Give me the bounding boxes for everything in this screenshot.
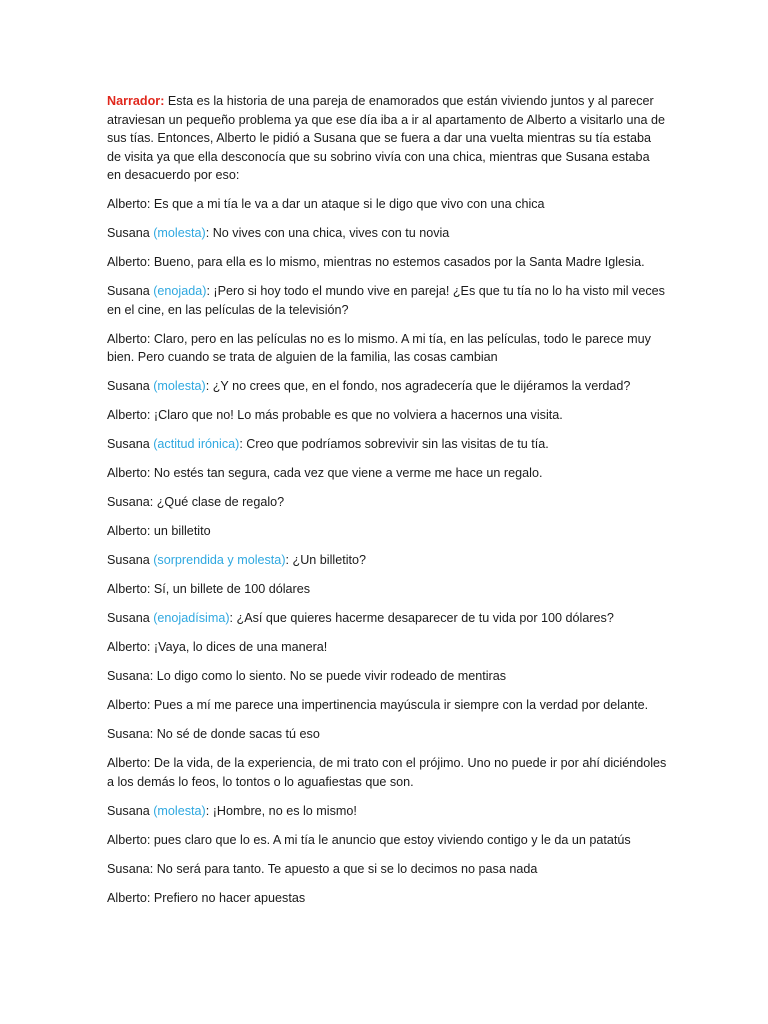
stage-direction: (sorprendida y molesta) [153,553,286,567]
dialogue-line [107,609,667,628]
dialogue-text: : un billetito [146,524,211,538]
dialogue-line [107,406,667,425]
dialogue-text: : Creo que podríamos sobrevivir sin las visitas de tu tía. [239,437,549,451]
speaker-label: Susana [107,284,154,298]
stage-direction: (enojadísima) [153,611,230,625]
dialogue-text: : ¡Hombre, no es lo mismo! [205,803,357,818]
speaker-label: Susana [107,611,154,625]
dialogue-text: : ¿Y no crees que, en el fondo, nos agradecería que le dijéramos la verdad? [205,379,631,393]
speaker-label: Susana [107,803,154,818]
dialogue-line [107,493,667,512]
dialogue-line [107,831,667,850]
dialogue-line [107,860,667,879]
document-page [107,92,667,918]
speaker-label: Alberto [107,255,147,269]
speaker-label: Alberto [107,408,147,422]
speaker-label: Susana [107,861,150,876]
dialogue-line [107,464,667,483]
dialogue-text: : Sí, un billete de 100 dólares [146,582,311,596]
dialogue-text: : Claro, pero en las películas no es lo mismo. A mi tía, en las películas, todo le parece muy bien. Pero cuando se trata de alguien de la familia, las cosas cambian [107,331,651,364]
dialogue-line [107,522,667,541]
dialogue-text: : ¡Vaya, lo dices de una manera! [146,640,328,654]
dialogue-text: : Es que a mi tía le va a dar un ataque si le digo que vivo con una chica [146,197,545,211]
dialogue-text: : No vives con una chica, vives con tu novia [205,226,450,240]
dialogue-line [107,580,667,599]
speaker-label: Alberto [107,197,147,211]
dialogue-text: : Bueno, para ella es lo mismo, mientras no estemos casados por la Santa Madre Iglesia. [146,255,645,269]
speaker-label: Alberto [107,524,147,538]
speaker-label-narrador: Narrador: [107,94,165,108]
speaker-label: Alberto [107,466,147,480]
dialogue-text: : ¿Así que quieres hacerme desaparecer de tu vida por 100 dólares? [229,611,614,625]
speaker-label: Susana [107,226,154,240]
stage-direction: (enojada) [153,284,207,298]
speaker-label: Susana [107,553,154,567]
dialogue-text: : ¿Qué clase de regalo? [149,495,285,509]
dialogue-line [107,282,667,319]
dialogue-line [107,435,667,454]
speaker-label: Alberto [107,640,147,654]
dialogue-line [107,377,667,396]
stage-direction: (molesta) [153,226,206,240]
dialogue-text: : pues claro que lo es. A mi tía le anuncio que estoy viviendo contigo y le da un patatús [146,832,631,847]
dialogue-line [107,253,667,272]
dialogue-text: : Prefiero no hacer apuestas [146,890,306,905]
dialogue-text: : No será para tanto. Te apuesto a que si se lo decimos no pasa nada [149,861,538,876]
dialogue-line [107,224,667,243]
stage-direction: (actitud irónica) [153,437,240,451]
speaker-label: Susana [107,727,150,741]
dialogue-line [107,802,667,821]
dialogue-text: : De la vida, de la experiencia, de mi trato con el prójimo. Uno no puede ir por ahí diciéndoles a los demás lo feos, lo tontos o lo aguafiestas que son. [107,756,667,789]
speaker-label: Alberto [107,331,147,346]
dialogue-text: : Pues a mí me parece una impertinencia mayúscula ir siempre con la verdad por delante. [146,698,649,712]
speaker-label: Alberto [107,890,147,905]
dialogue-text: : ¡Pero si hoy todo el mundo vive en pareja! ¿Es que tu tía no lo ha visto mil veces en el cine, en las películas de la televisión? [107,284,665,317]
speaker-label: Alberto [107,756,147,770]
dialogue-line [107,889,667,908]
dialogue-line [107,667,667,686]
dialogue-line [107,754,667,791]
dialogue-text: : Lo digo como lo siento. No se puede vivir rodeado de mentiras [149,669,507,683]
speaker-label: Alberto [107,582,147,596]
speaker-label: Alberto [107,698,147,712]
dialogue-text: : ¡Claro que no! Lo más probable es que no volviera a hacernos una visita. [146,408,563,422]
dialogue-line [107,696,667,715]
dialogue-line [107,551,667,570]
speaker-label: Susana [107,379,154,393]
speaker-label: Alberto [107,832,147,847]
stage-direction: (molesta) [153,379,206,393]
dialogue-line [107,725,667,744]
dialogue-text: : No sé de donde sacas tú eso [149,727,320,741]
narrator-paragraph [107,92,667,185]
speaker-label: Susana [107,437,154,451]
dialogue-line [107,195,667,214]
speaker-label: Susana [107,669,150,683]
dialogue-line [107,638,667,657]
stage-direction: (molesta) [153,803,206,818]
dialogue-text: Esta es la historia de una pareja de enamorados que están viviendo juntos y al parecer atraviesan un pequeño problema ya que ese día iba a ir al apartamento de Alberto a visitarlo una de sus tías. Entonces, Alberto le pidió a Susana que se fuera a dar una vuelta mientras su tía estaba de visita ya que ella desconocía que su sobrino vivía con una chica, mientras que Susana estaba en desacuerdo por eso: [107,94,665,182]
dialogue-text: : ¿Un billetito? [285,553,367,567]
dialogue-line [107,330,667,367]
dialogue-text: : No estés tan segura, cada vez que viene a verme me hace un regalo. [146,466,543,480]
speaker-label: Susana [107,495,150,509]
